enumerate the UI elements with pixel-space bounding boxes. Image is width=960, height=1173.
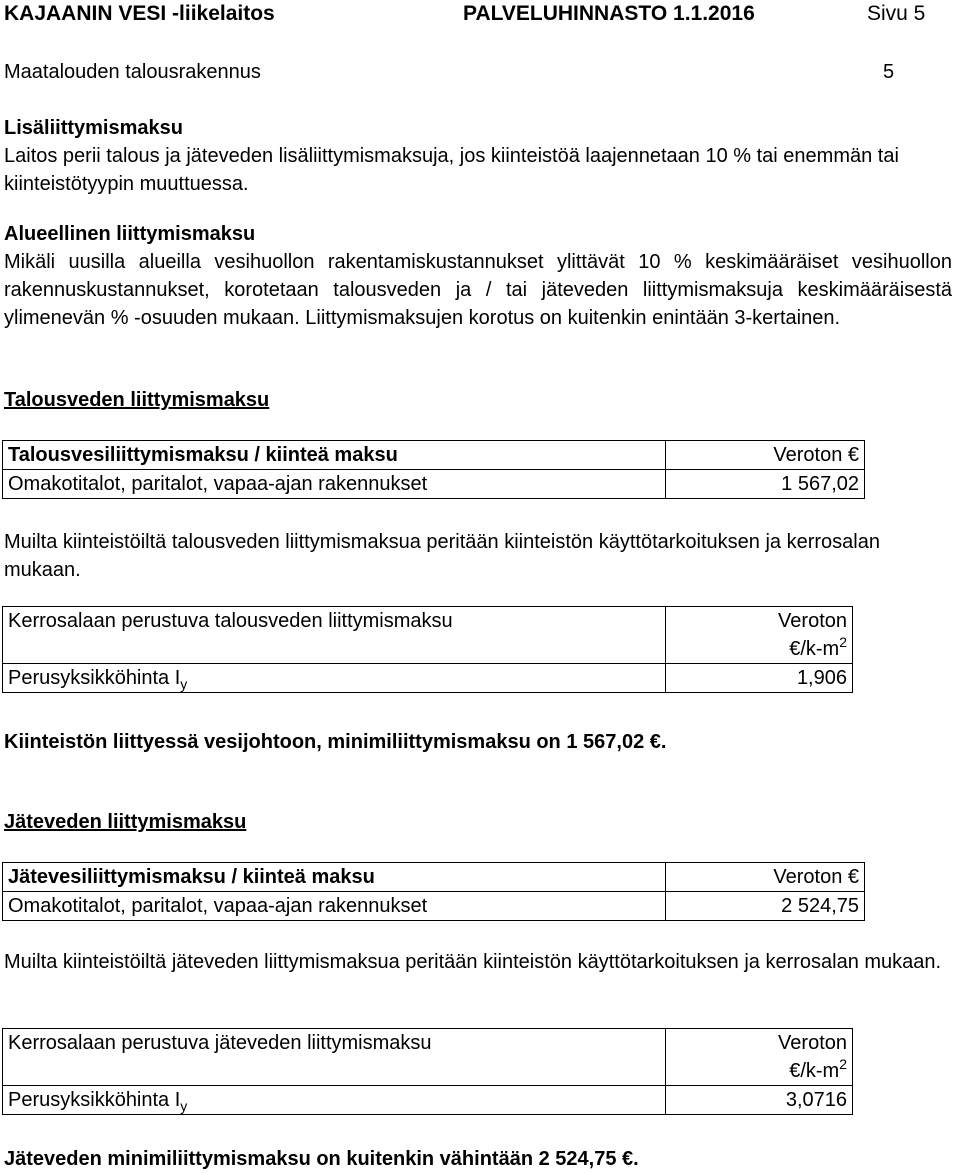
alueellinen-heading: Alueellinen liittymismaksu bbox=[4, 223, 256, 245]
talousvesi-section-heading: Talousveden liittymismaksu bbox=[4, 389, 270, 411]
lisaliittymismaksu-heading: Lisäliittymismaksu bbox=[4, 117, 183, 139]
jatevesi-minimum-fee: Jäteveden minimiliittymismaksu on kuitenkin vähintään 2 524,75 €. bbox=[4, 1148, 639, 1170]
talousvesi-area-fee-table bbox=[2, 606, 853, 693]
column-header-superscript: 2 bbox=[839, 634, 847, 650]
lisaliittymismaksu-text: Laitos perii talous ja jäteveden lisäliittymismaksuja, jos kiinteistöä laajennetaan 10 % tai enemmän tai kiinteistötyypin muuttuessa. bbox=[4, 145, 899, 195]
alueellinen-text: Mikäli uusilla alueilla vesihuollon rakentamiskustannukset ylittävät 10 % keskimääräiset vesihuollon rakennuskustannukset, korotetaan talousveden ja / tai jäteveden liittymismaksuja keskimääräisestä ylimenevän % -osuuden mukaan. Liittymismaksujen korotus on kuitenkin enintään 3-kertainen. bbox=[4, 251, 952, 329]
table-header-cell: Jätevesiliittymismaksu / kiinteä maksu bbox=[3, 863, 666, 892]
column-header-line1: Veroton bbox=[778, 610, 847, 632]
column-header-superscript: 2 bbox=[839, 1056, 847, 1072]
column-header-line2: €/k-m bbox=[789, 638, 840, 660]
row-label-text: Perusyksikköhinta I bbox=[8, 1089, 181, 1111]
table-row-label: Omakotitalot, paritalot, vapaa-ajan rakennukset bbox=[3, 470, 666, 499]
table-header-cell: Talousvesiliittymismaksu / kiinteä maksu bbox=[3, 441, 666, 470]
talousvesi-minimum-fee: Kiinteistön liittyessä vesijohtoon, minimiliittymismaksu on 1 567,02 €. bbox=[4, 731, 667, 753]
row-label-subscript: y bbox=[180, 1098, 188, 1114]
header-page-number: Sivu 5 bbox=[867, 2, 926, 25]
row-label-subscript: y bbox=[180, 676, 188, 692]
jatevesi-area-fee-table bbox=[2, 1028, 853, 1115]
table-row-label: Omakotitalot, paritalot, vapaa-ajan rakennukset bbox=[3, 892, 666, 921]
jatevesi-fixed-fee-table bbox=[2, 862, 865, 921]
jatevesi-section-heading: Jäteveden liittymismaksu bbox=[4, 811, 247, 833]
jatevesi-text: Muilta kiinteistöiltä jäteveden liittymismaksua peritään kiinteistön käyttötarkoituksen ja kerrosalan mukaan. bbox=[4, 951, 942, 973]
header-document-title: PALVELUHINNASTO 1.1.2016 bbox=[463, 2, 755, 25]
table-column-header bbox=[666, 607, 853, 664]
table-row-value: 2 524,75 bbox=[666, 892, 865, 921]
table-header-cell: Kerrosalaan perustuva talousveden liittymismaksu bbox=[3, 607, 666, 664]
table-header-cell: Kerrosalaan perustuva jäteveden liittymismaksu bbox=[3, 1029, 666, 1086]
table-column-header: Veroton € bbox=[666, 441, 865, 470]
table-row-value: 3,0716 bbox=[666, 1086, 853, 1115]
column-header-line1: Veroton bbox=[778, 1032, 847, 1054]
talousvesi-fixed-fee-table bbox=[2, 440, 865, 499]
top-row-value: 5 bbox=[883, 61, 895, 83]
table-row-label bbox=[3, 1086, 666, 1115]
table-row-value: 1,906 bbox=[666, 664, 853, 693]
top-row-label: Maatalouden talousrakennus bbox=[4, 61, 261, 83]
table-row-value: 1 567,02 bbox=[666, 470, 865, 499]
table-column-header bbox=[666, 1029, 853, 1086]
talousvesi-text: Muilta kiinteistöiltä talousveden liittymismaksua peritään kiinteistön käyttötarkoituksen ja kerrosalan mukaan. bbox=[4, 531, 880, 581]
row-label-text: Perusyksikköhinta I bbox=[8, 667, 181, 689]
table-row-label bbox=[3, 664, 666, 693]
header-org: KAJAANIN VESI -liikelaitos bbox=[4, 2, 275, 25]
table-column-header: Veroton € bbox=[666, 863, 865, 892]
column-header-line2: €/k-m bbox=[789, 1060, 840, 1082]
